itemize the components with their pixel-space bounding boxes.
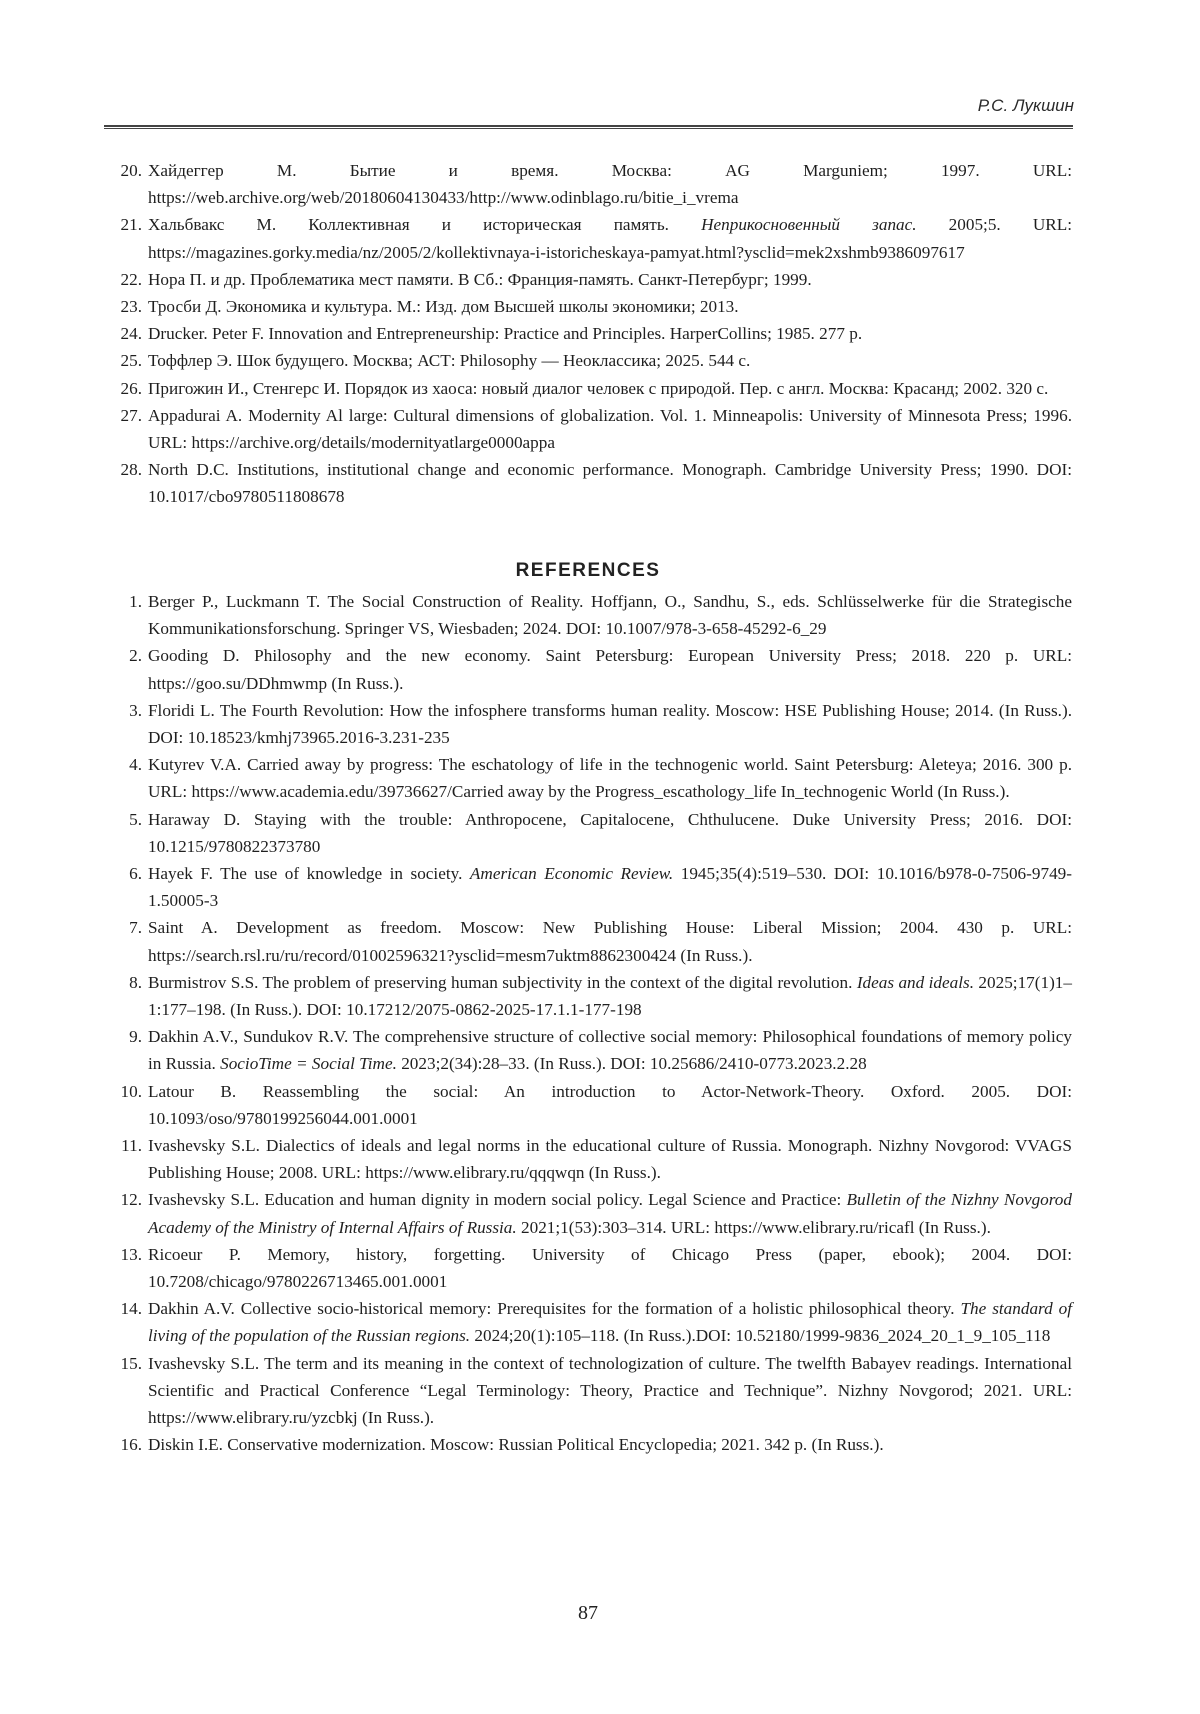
header-divider <box>104 125 1073 129</box>
reference-item <box>112 375 1072 402</box>
reference-text: Appadurai A. Modernity Al large: Cultural dimensions of globalization. Vol. 1. Minneapolis: University of Minnesota Press; 1996. URL: https://archive.org/details/modernityatlarge0000appa <box>148 406 1072 452</box>
reference-number: 21. <box>112 211 142 238</box>
reference-number: 23. <box>112 293 142 320</box>
reference-text: Burmistrov S.S. The problem of preserving human subjectivity in the context of the digital revolution. <box>148 973 857 992</box>
reference-source-title: SocioTime = Social Time. <box>220 1054 397 1073</box>
reference-item <box>112 1023 1072 1077</box>
reference-item <box>112 293 1072 320</box>
reference-item <box>112 1241 1072 1295</box>
reference-item <box>112 751 1072 805</box>
reference-item <box>112 642 1072 696</box>
reference-item <box>112 860 1072 914</box>
references-heading: REFERENCES <box>0 560 1176 582</box>
reference-source-title: The standard of living of the population of the Russian regions. <box>148 1299 1072 1345</box>
reference-source-title: American Economic Review. <box>470 864 673 883</box>
reference-item <box>112 1078 1072 1132</box>
reference-number: 6. <box>112 860 142 887</box>
reference-details: 2005;5. URL: https://magazines.gorky.media/nz/2005/2/kollektivnaya-i-istoricheskaya-pamyat.html?ysclid=mek2xshmb9386097617 <box>148 215 1072 261</box>
reference-item <box>112 1431 1072 1458</box>
reference-item <box>112 157 1072 211</box>
russian-reference-list <box>112 157 1072 511</box>
reference-item <box>112 320 1072 347</box>
reference-item <box>112 1295 1072 1349</box>
reference-item <box>112 1350 1072 1432</box>
reference-text: Ivashevsky S.L. Education and human dignity in modern social policy. Legal Science and Practice: <box>148 1190 847 1209</box>
reference-item <box>112 456 1072 510</box>
reference-number: 10. <box>112 1078 142 1105</box>
reference-item <box>112 1132 1072 1186</box>
reference-text: Ricoeur P. Memory, history, forgetting. University of Chicago Press (paper, ebook); 2004. DOI: 10.7208/chicago/9780226713465.001.0001 <box>148 1245 1072 1291</box>
reference-number: 25. <box>112 347 142 374</box>
reference-number: 9. <box>112 1023 142 1050</box>
reference-number: 16. <box>112 1431 142 1458</box>
reference-item <box>112 266 1072 293</box>
reference-item <box>112 969 1072 1023</box>
reference-details: 2023;2(34):28–33. (In Russ.). DOI: 10.25686/2410-0773.2023.2.28 <box>397 1054 867 1073</box>
reference-item <box>112 402 1072 456</box>
reference-number: 15. <box>112 1350 142 1377</box>
reference-text: Berger P., Luckmann T. The Social Construction of Reality. Hoffjann, O., Sandhu, S., eds. Schlüsselwerke für die Strategische Kommunikationsforschung. Springer VS, Wiesbaden; 2024. DOI: 10.1007/978-3-658-45292-6_29 <box>148 592 1072 638</box>
reference-text: Saint A. Development as freedom. Moscow: New Publishing House: Liberal Mission; 2004. 430 p. URL: https://search.rsl.ru/ru/record/01002596321?ysclid=mesm7uktm8862300424 (In Russ.). <box>148 918 1072 964</box>
reference-text: Diskin I.E. Conservative modernization. Moscow: Russian Political Encyclopedia; 2021. 342 p. (In Russ.). <box>148 1435 884 1454</box>
reference-text: Dakhin A.V., Sundukov R.V. The comprehensive structure of collective social memory: Philosophical foundations of memory policy in Russia. <box>148 1027 1072 1073</box>
reference-item <box>112 697 1072 751</box>
reference-number: 5. <box>112 806 142 833</box>
reference-number: 7. <box>112 914 142 941</box>
reference-text: Тоффлер Э. Шок будущего. Москва; АСТ: Philosophy — Неоклассика; 2025. 544 с. <box>148 351 750 370</box>
reference-details: 2025;17(1)1–1:177–198. (In Russ.). DOI: 10.17212/2075-0862-2025-17.1.1-177-198 <box>148 973 1072 1019</box>
reference-text: Hayek F. The use of knowledge in society. <box>148 864 470 883</box>
reference-number: 24. <box>112 320 142 347</box>
reference-source-title: Ideas and ideals. <box>857 973 974 992</box>
reference-item <box>112 914 1072 968</box>
reference-number: 14. <box>112 1295 142 1322</box>
reference-text: Haraway D. Staying with the trouble: Anthropocene, Capitalocene, Chthulucene. Duke University Press; 2016. DOI: 10.1215/9780822373780 <box>148 810 1072 856</box>
reference-details: 1945;35(4):519–530. DOI: 10.1016/b978-0-7506-9749-1.50005-3 <box>148 864 1072 910</box>
reference-text: Ivashevsky S.L. The term and its meaning in the context of technologization of culture. The twelfth Babayev readings. International Scientific and Practical Conference “Legal Terminology: Theory, Practice and Technique”. Nizhny Novgorod; 2021. URL: https://www.elibrary.ru/yzcbkj (In Russ.). <box>148 1354 1072 1427</box>
reference-details: 2024;20(1):105–118. (In Russ.).DOI: 10.52180/1999-9836_2024_20_1_9_105_118 <box>470 1326 1050 1345</box>
reference-number: 8. <box>112 969 142 996</box>
reference-text: North D.C. Institutions, institutional change and economic performance. Monograph. Cambridge University Press; 1990. DOI: 10.1017/cbo9780511808678 <box>148 460 1072 506</box>
running-header-author: Р.С. Лукшин <box>978 96 1074 116</box>
reference-text: Тросби Д. Экономика и культура. М.: Изд. дом Высшей школы экономики; 2013. <box>148 297 739 316</box>
reference-text: Dakhin A.V. Collective socio-historical memory: Prerequisites for the formation of a holistic philosophical theory. <box>148 1299 960 1318</box>
reference-number: 20. <box>112 157 142 184</box>
reference-number: 1. <box>112 588 142 615</box>
reference-source-title: Неприкосновенный запас. <box>701 215 916 234</box>
reference-number: 27. <box>112 402 142 429</box>
reference-item <box>112 347 1072 374</box>
reference-text: Drucker. Peter F. Innovation and Entrepreneurship: Practice and Principles. HarperCollins; 1985. 277 p. <box>148 324 862 343</box>
reference-text: Gooding D. Philosophy and the new economy. Saint Petersburg: European University Press; 2018. 220 p. URL: https://goo.su/DDhmwmp (In Russ.). <box>148 646 1072 692</box>
reference-number: 2. <box>112 642 142 669</box>
reference-text: Latour B. Reassembling the social: An introduction to Actor-Network-Theory. Oxford. 2005. DOI: 10.1093/oso/9780199256044.001.0001 <box>148 1082 1072 1128</box>
reference-number: 3. <box>112 697 142 724</box>
reference-number: 26. <box>112 375 142 402</box>
reference-item <box>112 1186 1072 1240</box>
reference-source-title: Bulletin of the Nizhny Novgorod Academy of the Ministry of Internal Affairs of Russia. <box>148 1190 1072 1236</box>
reference-details: 2021;1(53):303–314. URL: https://www.elibrary.ru/ricafl (In Russ.). <box>517 1218 991 1237</box>
reference-number: 4. <box>112 751 142 778</box>
reference-number: 13. <box>112 1241 142 1268</box>
reference-item <box>112 211 1072 265</box>
reference-text: Kutyrev V.A. Carried away by progress: The eschatology of life in the technogenic world. Saint Petersburg: Aleteya; 2016. 300 p. URL: https://www.academia.edu/39736627/Carried away by the Progress_escathology_life In_technogenic World (In Russ.). <box>148 755 1072 801</box>
reference-text: Ivashevsky S.L. Dialectics of ideals and legal norms in the educational culture of Russia. Monograph. Nizhny Novgorod: VVAGS Publishing House; 2008. URL: https://www.elibrary.ru/qqqwqn (In Russ.). <box>148 1136 1072 1182</box>
reference-text: Нора П. и др. Проблематика мест памяти. В Сб.: Франция-память. Санкт-Петербург; 1999. <box>148 270 812 289</box>
reference-item <box>112 806 1072 860</box>
reference-text: Хайдеггер М. Бытие и время. Москва: AG Marguniem; 1997. URL: https://web.archive.org/web/20180604130433/http://www.odinblago.ru/bitie_i_vrema <box>148 161 1072 207</box>
reference-item <box>112 588 1072 642</box>
reference-text: Floridi L. The Fourth Revolution: How the infosphere transforms human reality. Moscow: HSE Publishing House; 2014. (In Russ.). DOI: 10.18523/kmhj73965.2016-3.231-235 <box>148 701 1072 747</box>
reference-text: Пригожин И., Стенгерс И. Порядок из хаоса: новый диалог человек с природой. Пер. с англ. Москва: Красанд; 2002. 320 с. <box>148 379 1048 398</box>
english-reference-list <box>112 588 1072 1459</box>
reference-text: Хальбвакс М. Коллективная и историческая память. <box>148 215 701 234</box>
reference-number: 11. <box>112 1132 142 1159</box>
page-number: 87 <box>0 1602 1176 1625</box>
reference-number: 12. <box>112 1186 142 1213</box>
reference-number: 28. <box>112 456 142 483</box>
reference-number: 22. <box>112 266 142 293</box>
